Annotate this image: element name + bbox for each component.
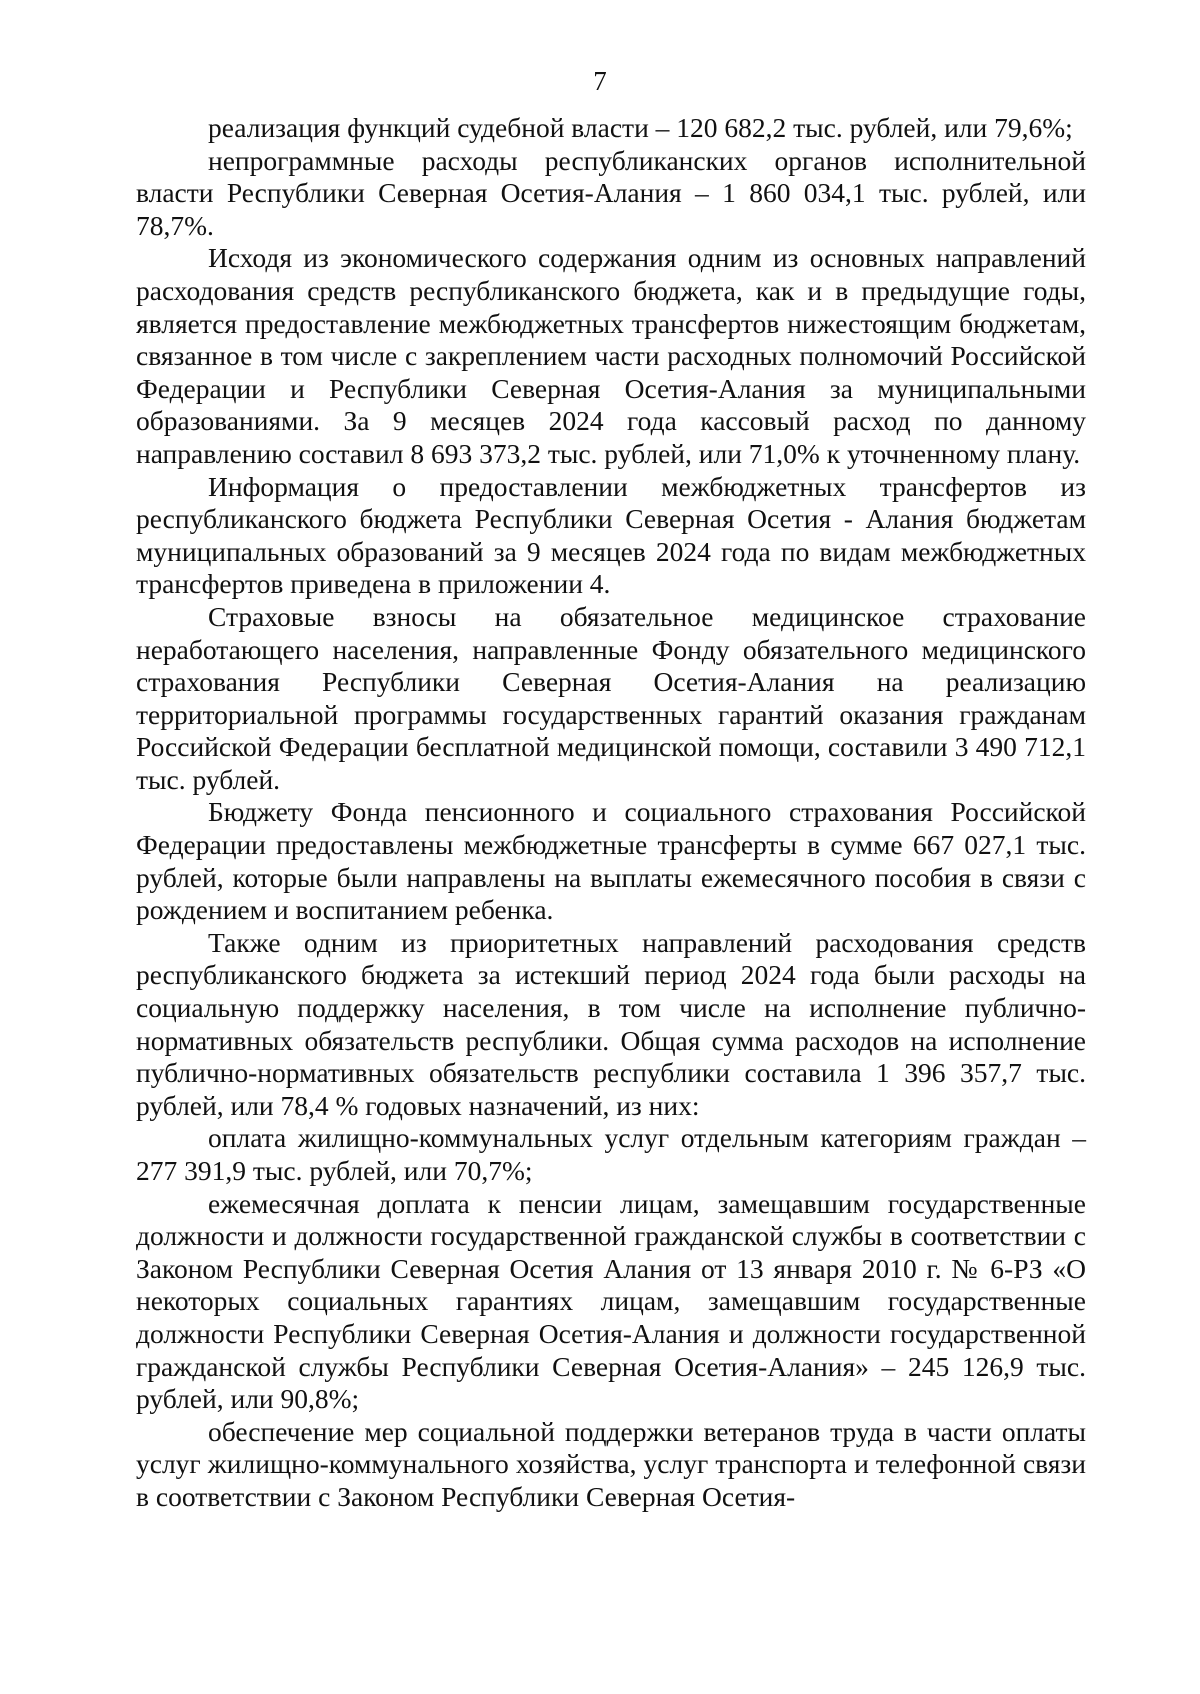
page-number: 7 xyxy=(593,66,607,96)
paragraph-judicial-expenses: реализация функций судебной власти – 120 682,2 тыс. рублей, или 79,6%; xyxy=(208,112,1073,143)
paragraph-pension-fund: Бюджету Фонда пенсионного и социального страхования Российской Федерации предоставлены межбюджетные трансферты в сумме 667 027,1 тыс. рублей, которые были направлены на выплаты ежемесячного пособия в связи с рождением и воспитанием ребенка. xyxy=(136,796,1086,926)
document-body xyxy=(136,112,1086,1514)
paragraph-housing-utilities: оплата жилищно-коммунальных услуг отдельным категориям граждан – 277 391,9 тыс. рублей, или 70,7%; xyxy=(136,1122,1086,1186)
paragraph-nonprogram-expenses: непрограммные расходы республиканских органов исполнительной власти Республики Северная Осетия-Алания – 1 860 034,1 тыс. рублей, или 78,7%. xyxy=(136,144,1086,241)
paragraph-pension-supplement: ежемесячная доплата к пенсии лицам, замещавшим государственные должности и должности государственной гражданской службы в соответствии с Законом Республики Северная Осетия Алания от 13 января 2010 г. № 6-РЗ «О некоторых социальных гарантиях лицам, замещавшим государственные должности Республики Северная Осетия-Алания и должности государственной гражданской службы Республики Северная Осетия-Алания» – 245 126,9 тыс. рублей, или 90,8%; xyxy=(136,1187,1086,1415)
paragraph-social-support: Также одним из приоритетных направлений расходования средств республиканского бюджета за истекший период 2024 года были расходы на социальную поддержку населения, в том числе на исполнение публично-нормативных обязательств республики. Общая сумма расходов на исполнение публично-нормативных обязательств республики составила 1 396 357,7 тыс. рублей, или 78,4 % годовых назначений, из них: xyxy=(136,926,1086,1121)
paragraph-veterans-support: обеспечение мер социальной поддержки ветеранов труда в части оплаты услуг жилищно-коммунального хозяйства, услуг транспорта и телефонной связи в соответствии с Законом Республики Северная Осетия- xyxy=(136,1415,1086,1512)
paragraph-medical-insurance: Страховые взносы на обязательное медицинское страхование неработающего населения, направленные Фонду обязательного медицинского страхования Республики Северная Осетия-Алания на реализацию территориальной программы государственных гарантий оказания гражданам Российской Федерации бесплатной медицинской помощи, составили 3 490 712,1 тыс. рублей. xyxy=(136,600,1086,795)
paragraph-transfers-info: Информация о предоставлении межбюджетных трансфертов из республиканского бюджета Республики Северная Осетия - Алания бюджетам муниципальных образований за 9 месяцев 2024 года по видам межбюджетных трансфертов приведена в приложении 4. xyxy=(136,470,1086,600)
paragraph-interbudget-transfers: Исходя из экономического содержания одним из основных направлений расходования средств республиканского бюджета, как и в предыдущие годы, является предоставление межбюджетных трансфертов нижестоящим бюджетам, связанное в том числе с закреплением части расходных полномочий Российской Федерации и Республики Северная Осетия-Алания за муниципальными образованиями. За 9 месяцев 2024 года кассовый расход по данному направлению составил 8 693 373,2 тыс. рублей, или 71,0% к уточненному плану. xyxy=(136,242,1086,469)
